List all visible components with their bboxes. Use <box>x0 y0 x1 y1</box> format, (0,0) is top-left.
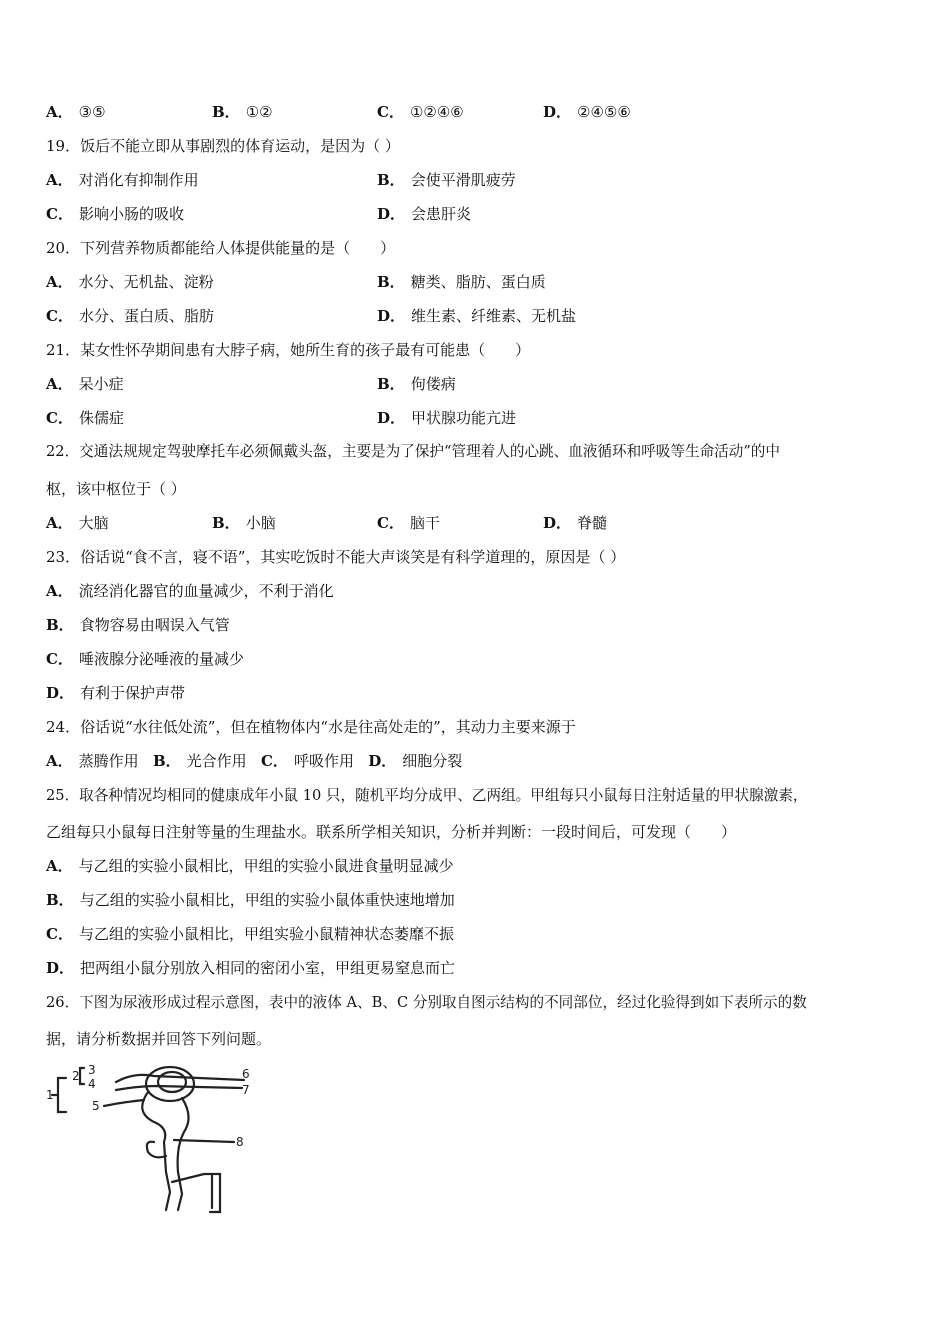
q21-option-b: B． 佝偻病 <box>377 375 456 393</box>
nephron-diagram <box>44 1062 264 1222</box>
q26-stem-line2: 据，请分析数据并回答下列问题。 <box>46 1030 272 1048</box>
q25-option-b: B． 与乙组的实验小鼠相比，甲组的实验小鼠体重快速地增加 <box>46 891 455 909</box>
collecting-duct <box>166 1172 170 1210</box>
pointer-8 <box>174 1140 234 1142</box>
q18-option-a: A． ③⑤ <box>46 103 106 121</box>
label-7: 7 <box>242 1083 250 1097</box>
q21-option-a: A． 呆小症 <box>46 375 124 393</box>
q19-option-b: B． 会使平滑肌疲劳 <box>377 171 516 189</box>
q18-option-d: D． ②④⑤⑥ <box>543 103 631 121</box>
q19-stem: 19．饭后不能立即从事剧烈的体育运动，是因为（ ） <box>46 137 400 155</box>
q23-option-d: D． 有利于保护声带 <box>46 684 186 702</box>
q22-option-d: D． 脊髓 <box>543 514 608 532</box>
label-3: 3 <box>88 1063 96 1077</box>
q19-option-d: D． 会患肝炎 <box>377 205 472 223</box>
tubule-descending <box>142 1092 166 1172</box>
q23-option-b: B． 食物容易由咽误入气管 <box>46 616 230 634</box>
label-8: 8 <box>236 1135 244 1149</box>
label-4: 4 <box>88 1077 96 1091</box>
q18-option-c: C． ①②④⑥ <box>377 103 464 121</box>
vessel-top <box>116 1075 244 1082</box>
q22-stem-line1: 22．交通法规规定驾驶摩托车必须佩戴头盔，主要是为了保护“管理着人的心跳、血液循环和呼吸等生命活动”的中 <box>46 443 780 460</box>
label-5: 5 <box>92 1099 100 1113</box>
q23-stem: 23．俗话说“食不言，寝不语”，其实吃饭时不能大声谈笑是有科学道理的，原因是（ ） <box>46 548 626 566</box>
q20-option-b: B． 糖类、脂肪、蛋白质 <box>377 273 546 291</box>
bracket-2 <box>80 1068 84 1084</box>
glomerulus <box>158 1072 186 1092</box>
q23-option-a: A． 流经消化器官的血量减少，不利于消化 <box>46 582 334 600</box>
q22-option-a: A． 大脑 <box>46 514 109 532</box>
q20-stem: 20．下列营养物质都能给人体提供能量的是（ ） <box>46 239 396 257</box>
q20-option-c: C． 水分、蛋白质、脂肪 <box>46 307 214 325</box>
vessel-bottom <box>116 1086 242 1090</box>
q22-option-b: B． 小脑 <box>212 514 276 532</box>
q24-option-b: B． 光合作用 <box>152 752 247 770</box>
q25-stem-line2: 乙组每只小鼠每日注射等量的生理盐水。联系所学相关知识，分析并判断：一段时间后，可发现（ ） <box>46 823 737 841</box>
bracket-1 <box>58 1078 66 1112</box>
q25-option-c: C． 与乙组的实验小鼠相比，甲组实验小鼠精神状态萎靡不振 <box>46 925 454 943</box>
q21-stem: 21．某女性怀孕期间患有大脖子病，她所生育的孩子最有可能患（ ） <box>46 341 531 359</box>
pointer-5 <box>104 1100 144 1106</box>
label-2: 2 <box>72 1069 80 1083</box>
q24-option-c: C． 呼吸作用 <box>260 752 354 770</box>
q24-stem: 24．俗话说“水往低处流”，但在植物体内“水是往高处走的”，其动力主要来源于 <box>46 718 576 736</box>
label-6: 6 <box>242 1067 250 1081</box>
q18-option-b: B． ①② <box>212 103 273 121</box>
q22-option-c: C． 脑干 <box>377 514 440 532</box>
q24-option-d: D． 细胞分裂 <box>368 752 463 770</box>
q19-option-c: C． 影响小肠的吸收 <box>46 205 184 223</box>
q23-option-c: C． 唾液腺分泌唾液的量减少 <box>46 650 244 668</box>
q26-stem-line1: 26．下图为尿液形成过程示意图，表中的液体 A、B、C 分别取自图示结构的不同部位，经过化验得到如下表所示的数 <box>46 994 807 1011</box>
q24-options-row <box>46 751 462 771</box>
q21-option-d: D． 甲状腺功能亢进 <box>377 409 517 427</box>
tubule-ascending <box>178 1098 189 1172</box>
q25-option-d: D． 把两组小鼠分别放入相同的密闭小室，甲组更易窒息而亡 <box>46 959 456 977</box>
q24-option-a: A． 蒸腾作用 <box>46 752 139 770</box>
label-1: 1 <box>46 1088 54 1102</box>
q25-option-a: A． 与乙组的实验小鼠相比，甲组的实验小鼠进食量明显减少 <box>46 857 454 875</box>
q19-option-a: A． 对消化有抑制作用 <box>46 171 199 189</box>
collecting-duct-2 <box>178 1172 182 1210</box>
q20-option-a: A． 水分、无机盐、淀粉 <box>46 273 214 291</box>
q20-option-d: D． 维生素、纤维素、无机盐 <box>377 307 577 325</box>
q25-stem-line1: 25．取各种情况均相同的健康成年小鼠 10 只，随机平均分成甲、乙两组。甲组每只小鼠每日注射适量的甲状腺激素， <box>46 787 808 804</box>
q22-stem-line2: 枢，该中枢位于（ ） <box>46 480 186 498</box>
q21-option-c: C． 侏儒症 <box>46 409 124 427</box>
